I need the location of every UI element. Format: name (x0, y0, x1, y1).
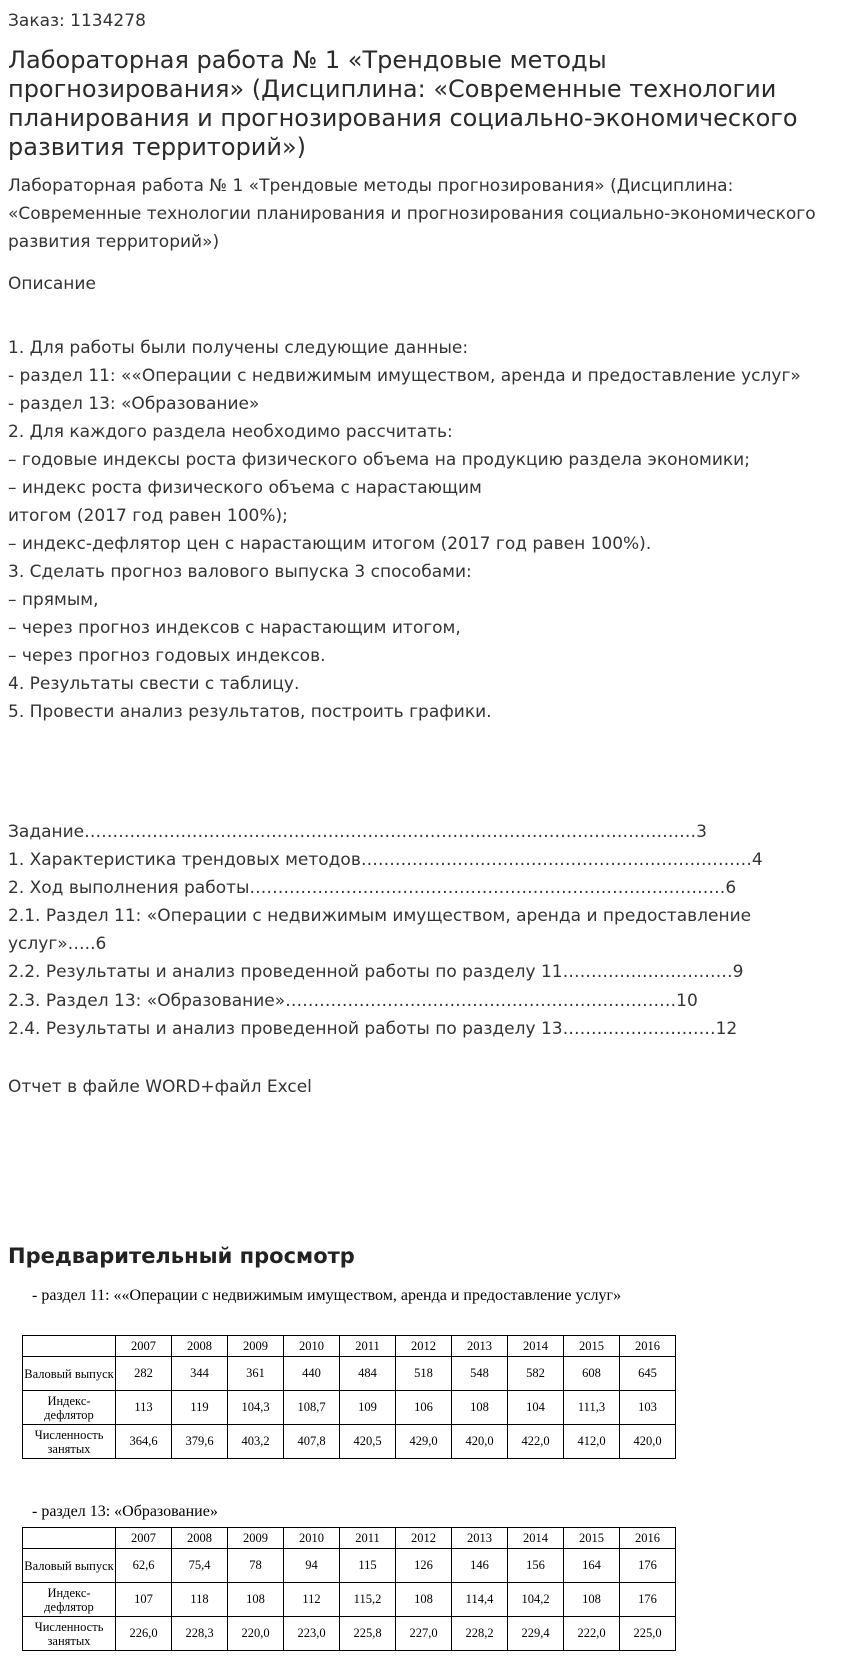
year-cell: 2010 (284, 1528, 340, 1549)
table-cell: 113 (116, 1391, 172, 1425)
table-cell: 582 (508, 1357, 564, 1391)
table-cell: 228,3 (172, 1617, 228, 1651)
year-cell: 2015 (564, 1528, 620, 1549)
table-cell: 225,0 (620, 1617, 676, 1651)
table-cell: 104,2 (508, 1583, 564, 1617)
description-line: – индекс-дефлятор цен с нарастающим итогом (2017 год равен 100%). (8, 534, 652, 554)
table-cell: 115 (340, 1549, 396, 1583)
table-row (23, 1391, 676, 1425)
year-cell: 2012 (396, 1336, 452, 1357)
description-line: - раздел 13: «Образование» (8, 394, 260, 414)
row-label: Численность занятых (23, 1617, 116, 1651)
year-cell: 2016 (620, 1528, 676, 1549)
description-body (8, 334, 842, 726)
year-cell: 2009 (228, 1336, 284, 1357)
table-cell: 75,4 (172, 1549, 228, 1583)
table-cell: 106 (396, 1391, 452, 1425)
row-label: Валовый выпуск (23, 1357, 116, 1391)
table-header-row (23, 1336, 676, 1357)
year-cell: 2009 (228, 1528, 284, 1549)
table-cell: 282 (116, 1357, 172, 1391)
toc-line: 1. Характеристика трендовых методов……………………………………………………………4 (8, 850, 763, 871)
toc-line: 2.1. Раздел 11: «Операции с недвижимым имуществом, аренда и предоставление услуг»…..6 (8, 906, 752, 955)
row-label: Индекс-дефлятор (23, 1391, 116, 1425)
table-cell: 78 (228, 1549, 284, 1583)
year-cell: 2007 (116, 1336, 172, 1357)
table-cell: 440 (284, 1357, 340, 1391)
table-cell: 111,3 (564, 1391, 620, 1425)
table-cell: 412,0 (564, 1425, 620, 1459)
table-cell: 115,2 (340, 1583, 396, 1617)
table-row (23, 1425, 676, 1459)
table-cell: 222,0 (564, 1617, 620, 1651)
description-line: – прямым, (8, 590, 99, 610)
order-number: Заказ: 1134278 (8, 11, 146, 31)
toc-line: 2.4. Результаты и анализ проведенной работы по разделу 13………………………12 (8, 1018, 738, 1039)
table-cell: 429,0 (396, 1425, 452, 1459)
table-cell: 156 (508, 1549, 564, 1583)
description-line: - раздел 11: ««Операции с недвижимым имуществом, аренда и предоставление услуг» (8, 366, 801, 386)
table-cell: 548 (452, 1357, 508, 1391)
table-corner-cell (23, 1336, 116, 1357)
table-header-row (23, 1528, 676, 1549)
table-row (23, 1583, 676, 1617)
table-cell: 361 (228, 1357, 284, 1391)
description-line: – индекс роста физического объема с нарастающим (8, 478, 482, 498)
year-cell: 2010 (284, 1336, 340, 1357)
table-cell: 227,0 (396, 1617, 452, 1651)
year-cell: 2013 (452, 1528, 508, 1549)
table-cell: 220,0 (228, 1617, 284, 1651)
table-cell: 112 (284, 1583, 340, 1617)
year-cell: 2011 (340, 1336, 396, 1357)
table-cell: 407,8 (284, 1425, 340, 1459)
section-13-table (22, 1527, 676, 1651)
description-line: 3. Сделать прогноз валового выпуска 3 способами: (8, 562, 472, 582)
table-cell: 518 (396, 1357, 452, 1391)
table-row (23, 1617, 676, 1651)
table-cell: 126 (396, 1549, 452, 1583)
description-line: 4. Результаты свести с таблицу. (8, 674, 300, 694)
year-cell: 2008 (172, 1528, 228, 1549)
year-cell: 2007 (116, 1528, 172, 1549)
table-cell: 228,2 (452, 1617, 508, 1651)
report-note: Отчет в файле WORD+файл Excel (8, 1077, 312, 1097)
description-line: – через прогноз индексов с нарастающим итогом, (8, 618, 461, 638)
year-cell: 2012 (396, 1528, 452, 1549)
table-cell: 484 (340, 1357, 396, 1391)
year-cell: 2016 (620, 1336, 676, 1357)
table-cell: 608 (564, 1357, 620, 1391)
year-cell: 2014 (508, 1336, 564, 1357)
toc-line: Задание………………………………………………………………………………………………3 (8, 822, 707, 842)
row-label: Индекс-дефлятор (23, 1583, 116, 1617)
table-cell: 225,8 (340, 1617, 396, 1651)
section-11-table (22, 1335, 676, 1459)
table-cell: 104 (508, 1391, 564, 1425)
table-cell: 118 (172, 1583, 228, 1617)
table-cell: 108,7 (284, 1391, 340, 1425)
year-cell: 2011 (340, 1528, 396, 1549)
table-cell: 108 (452, 1391, 508, 1425)
year-cell: 2008 (172, 1336, 228, 1357)
table-cell: 108 (396, 1583, 452, 1617)
description-line: итогом (2017 год равен 100%); (8, 506, 288, 526)
year-cell: 2013 (452, 1336, 508, 1357)
table-row (23, 1357, 676, 1391)
table-cell: 109 (340, 1391, 396, 1425)
description-line: – через прогноз годовых индексов. (8, 646, 326, 666)
table-cell: 176 (620, 1583, 676, 1617)
table-cell: 420,0 (452, 1425, 508, 1459)
section-11-title: - раздел 11: ««Операции с недвижимым имуществом, аренда и предоставление услуг» (32, 1287, 622, 1304)
toc-line: 2.3. Раздел 13: «Образование»……………………………………………………………10 (8, 990, 698, 1011)
year-cell: 2014 (508, 1528, 564, 1549)
table-cell: 344 (172, 1357, 228, 1391)
row-label: Валовый выпуск (23, 1549, 116, 1583)
description-line: 5. Провести анализ результатов, построить графики. (8, 702, 492, 722)
table-cell: 104,3 (228, 1391, 284, 1425)
description-line: 2. Для каждого раздела необходимо рассчитать: (8, 422, 453, 442)
table-cell: 176 (620, 1549, 676, 1583)
table-cell: 103 (620, 1391, 676, 1425)
table-cell: 146 (452, 1549, 508, 1583)
table-row (23, 1549, 676, 1583)
table-cell: 108 (564, 1583, 620, 1617)
table-cell: 229,4 (508, 1617, 564, 1651)
row-label: Численность занятых (23, 1425, 116, 1459)
table-cell: 420,0 (620, 1425, 676, 1459)
description-line: 1. Для работы были получены следующие данные: (8, 338, 469, 358)
table-cell: 119 (172, 1391, 228, 1425)
table-cell: 422,0 (508, 1425, 564, 1459)
table-cell: 364,6 (116, 1425, 172, 1459)
table-cell: 107 (116, 1583, 172, 1617)
year-cell: 2015 (564, 1336, 620, 1357)
page-title: Лабораторная работа № 1 «Трендовые методы прогнозирования» (Дисциплина: «Современные технологии планирования и прогнозирования социально-экономического развития территорий») (8, 46, 798, 161)
table-cell: 420,5 (340, 1425, 396, 1459)
page-subtitle: Лабораторная работа № 1 «Трендовые методы прогнозирования» (Дисциплина: «Современные технологии планирования и прогнозирования социально-экономического развития территорий») (8, 176, 816, 252)
toc-line: 2.2. Результаты и анализ проведенной работы по разделу 11…………………………9 (8, 962, 744, 983)
section-13-title: - раздел 13: «Образование» (32, 1503, 218, 1520)
table-cell: 62,6 (116, 1549, 172, 1583)
table-cell: 403,2 (228, 1425, 284, 1459)
table-cell: 94 (284, 1549, 340, 1583)
description-heading: Описание (8, 274, 96, 294)
description-line: – годовые индексы роста физического объема на продукцию раздела экономики; (8, 450, 750, 470)
table-cell: 645 (620, 1357, 676, 1391)
table-cell: 164 (564, 1549, 620, 1583)
table-of-contents (8, 818, 842, 1043)
table-cell: 223,0 (284, 1617, 340, 1651)
preview-heading: Предварительный просмотр (8, 1244, 355, 1268)
table-corner-cell (23, 1528, 116, 1549)
table-cell: 114,4 (452, 1583, 508, 1617)
table-cell: 379,6 (172, 1425, 228, 1459)
toc-line: 2. Ход выполнения работы…………………………………………………………………………6 (8, 878, 737, 899)
table-cell: 226,0 (116, 1617, 172, 1651)
table-cell: 108 (228, 1583, 284, 1617)
